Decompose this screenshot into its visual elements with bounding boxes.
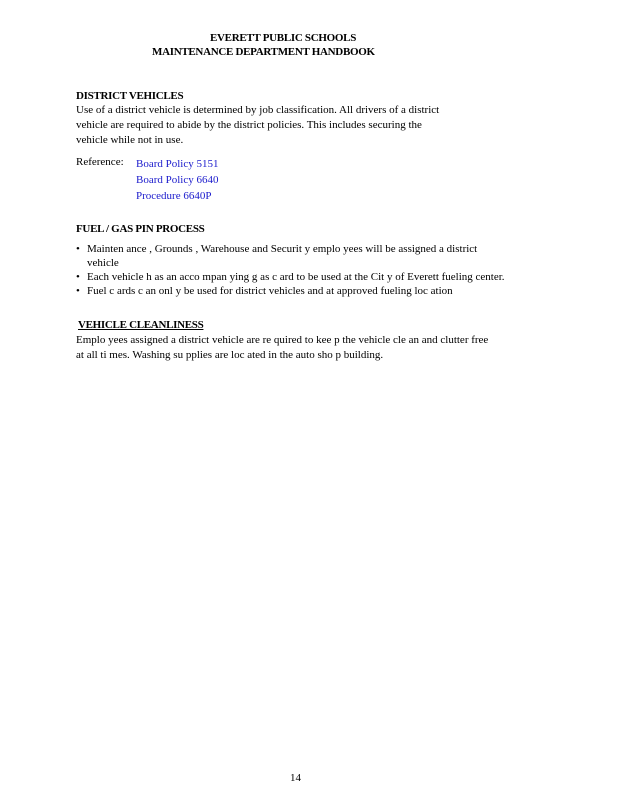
reference-link-board-policy-5151[interactable]: Board Policy 5151 [136, 158, 219, 170]
vehicle-cleanliness-heading: VEHICLE CLEANLINESS [78, 319, 204, 331]
district-vehicles-heading: DISTRICT VEHICLES [76, 90, 184, 102]
bullet-text-continued: vehicle [87, 257, 119, 269]
paragraph-line: Emplo yees assigned a district vehicle are re quired to kee p the vehicle cle an and clutter free [76, 334, 489, 346]
header-handbook-title: MAINTENANCE DEPARTMENT HANDBOOK [152, 46, 375, 58]
paragraph-line: Use of a district vehicle is determined by job classification. All drivers of a district [76, 104, 440, 116]
paragraph-line: vehicle are required to abide by the district policies. This includes securing the [76, 119, 422, 131]
vehicle-cleanliness-paragraph [76, 333, 488, 363]
paragraph-line: at all ti mes. Washing su pplies are loc ated in the auto sho p building. [76, 349, 384, 361]
reference-list [136, 156, 219, 204]
page-number: 14 [290, 772, 301, 784]
fuel-gas-pin-heading: FUEL / GAS PIN PROCESS [76, 223, 205, 235]
list-item: • Fuel c ards c an onl y be used for district vehicles and at approved fueling loc ation [76, 284, 556, 298]
header-school-name: EVERETT PUBLIC SCHOOLS [210, 32, 357, 44]
list-item: • Each vehicle h as an acco mpan ying g as c ard to be used at the Cit y of Everett fueling center. [76, 270, 556, 284]
reference-link-board-policy-6640[interactable]: Board Policy 6640 [136, 174, 219, 186]
district-vehicles-paragraph [76, 103, 439, 148]
reference-label: Reference: [76, 156, 124, 168]
reference-link-procedure-6640p[interactable]: Procedure 6640P [136, 190, 212, 202]
paragraph-line: vehicle while not in use. [76, 134, 184, 146]
list-item [76, 242, 556, 270]
bullet-text: Mainten ance , Grounds , Warehouse and Securit y emplo yees will be assigned a district [87, 243, 478, 255]
fuel-bullet-list [76, 242, 556, 298]
